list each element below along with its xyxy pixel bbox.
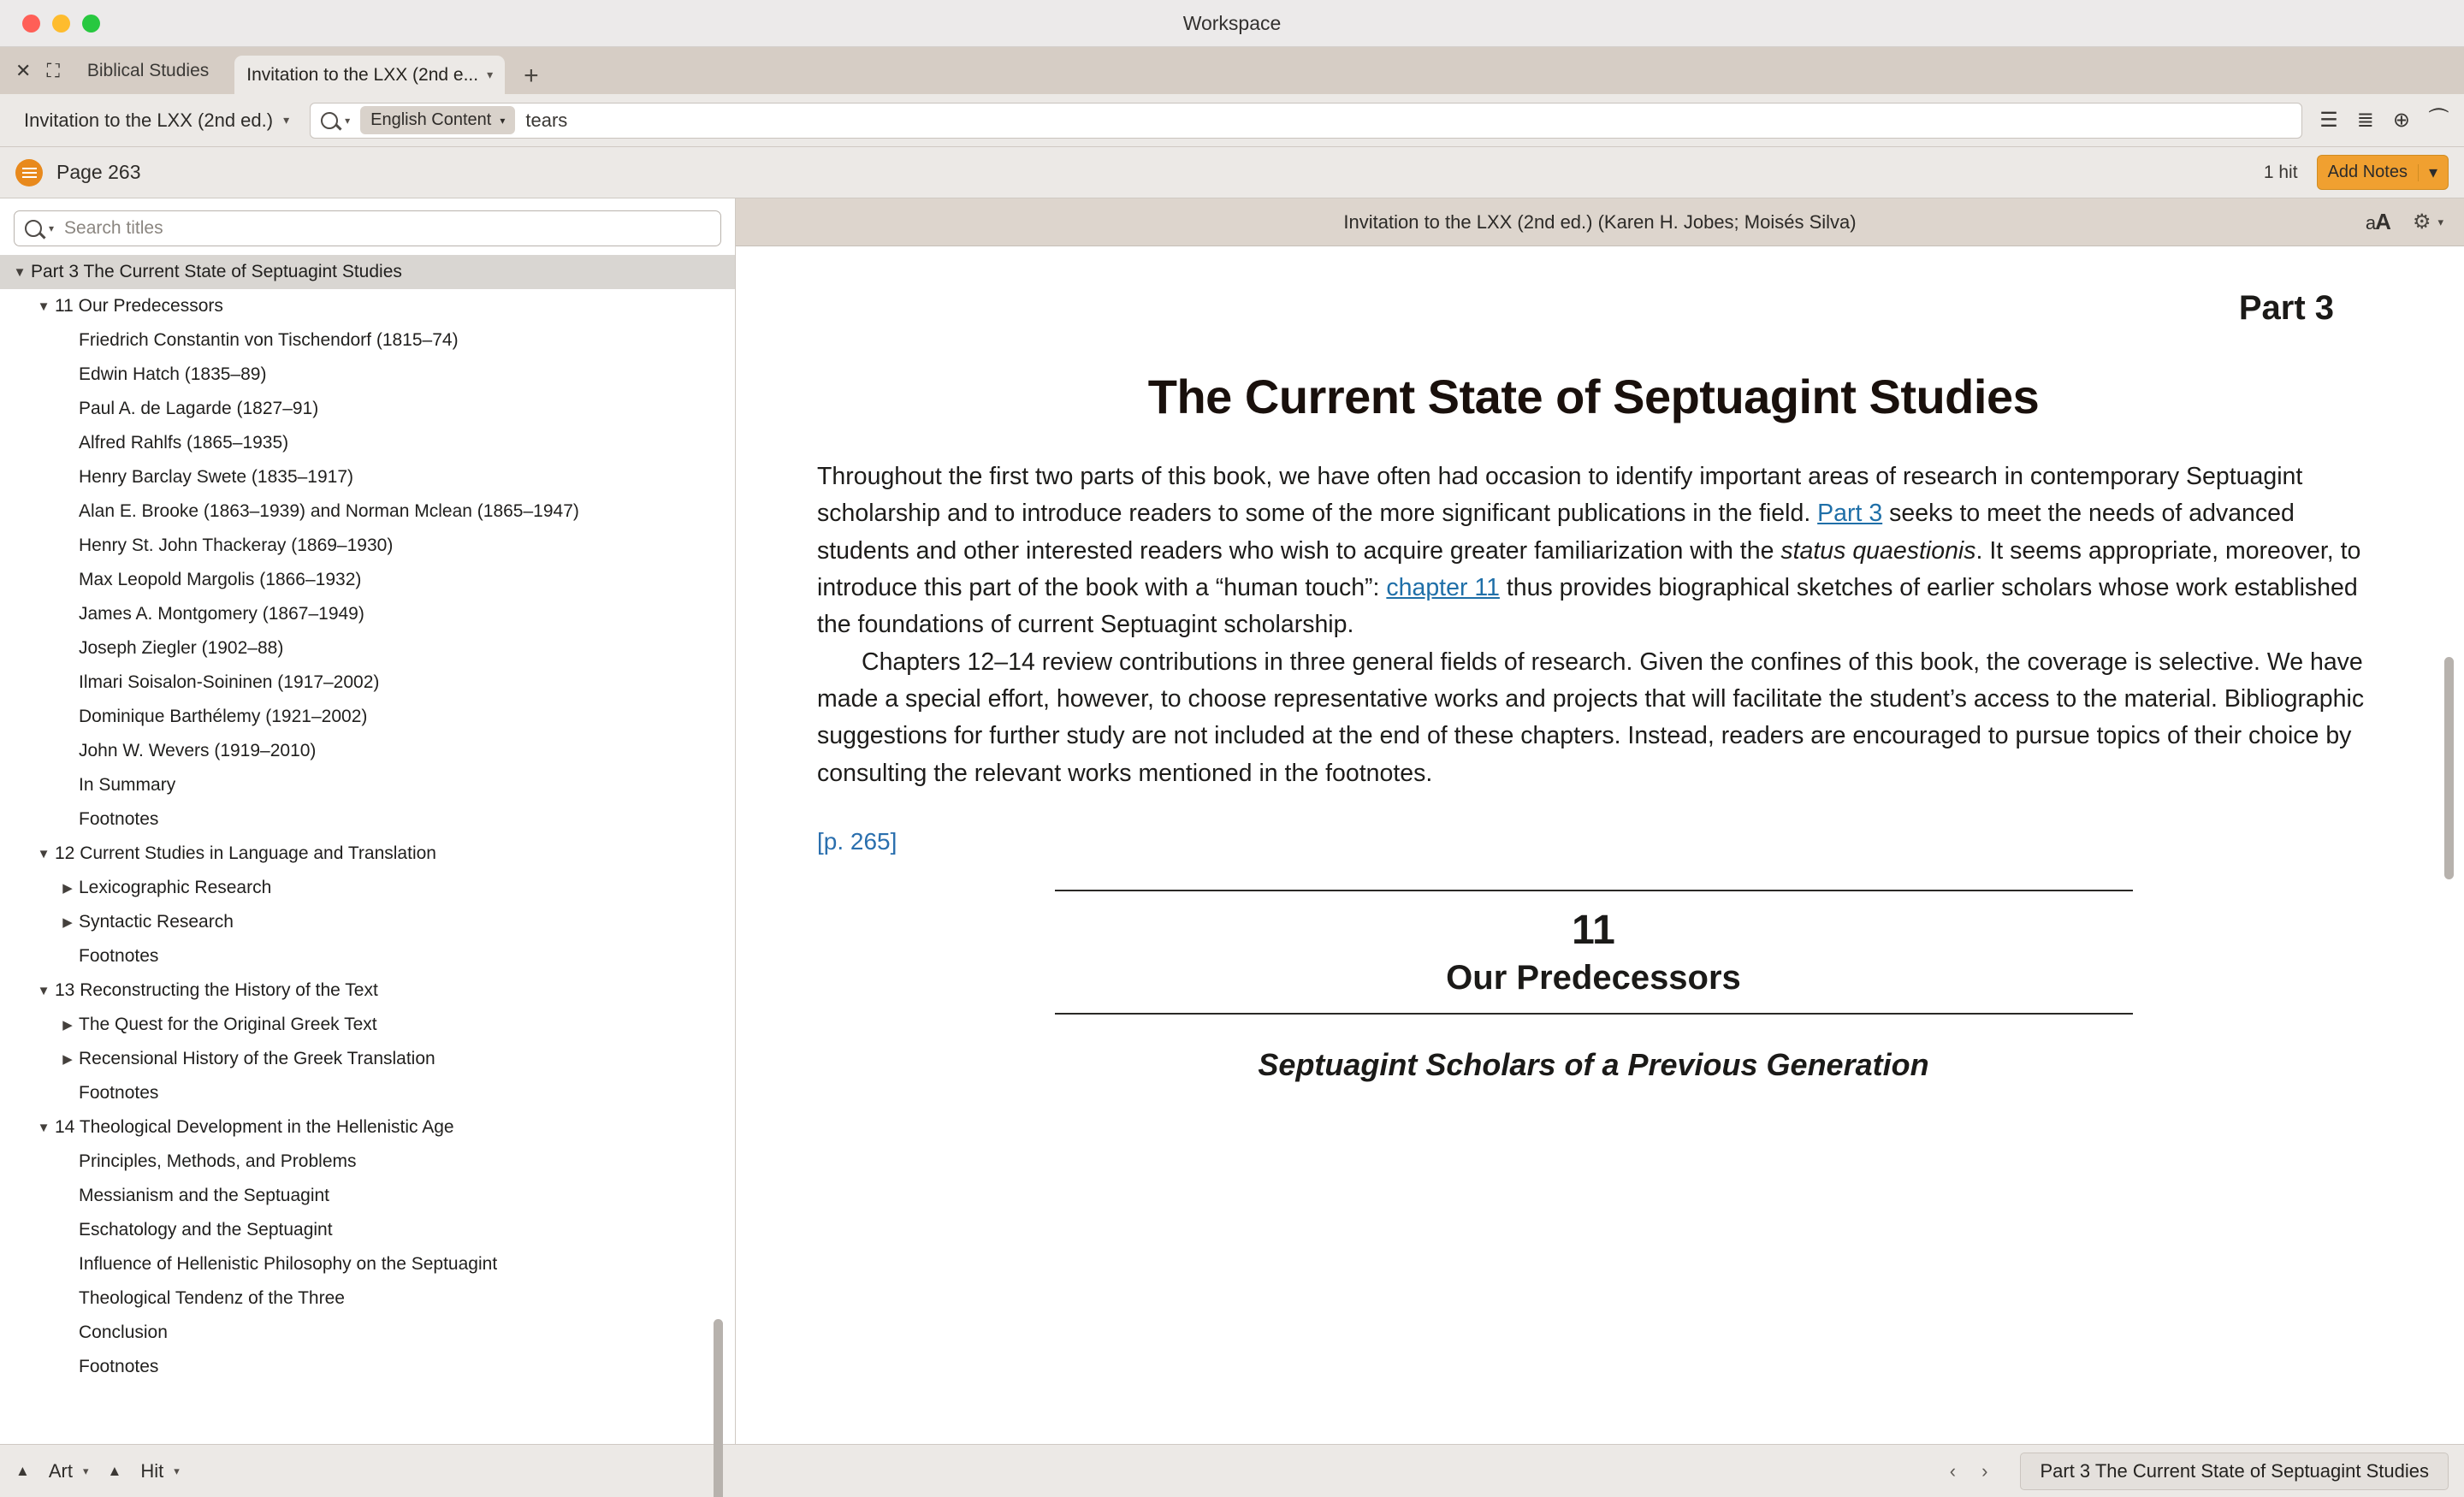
sidebar-scrollbar[interactable] <box>714 1319 723 1497</box>
tab-biblical-studies[interactable]: Biblical Studies <box>86 60 210 80</box>
chevron-up-icon[interactable]: ▲ <box>15 1462 30 1479</box>
previous-icon[interactable]: ‹ <box>1949 1459 1957 1482</box>
para1-text-a: Throughout the first two parts of this book, we have often had occasion to identify important areas of research in contemporary Septuagint scholarship and to introduce readers to some of the more significant publications in the field. <box>817 463 2303 528</box>
divider <box>1055 1013 2133 1015</box>
chevron-down-icon[interactable]: ▼ <box>37 299 50 314</box>
tree-item[interactable] <box>0 1042 735 1076</box>
tree-item-label: Principles, Methods, and Problems <box>79 1151 357 1171</box>
tree-item-label: John W. Wevers (1919–2010) <box>79 741 317 760</box>
chapter-heading-block <box>1055 890 2133 1015</box>
paragraph-1 <box>817 459 2370 644</box>
tree-item-label: Henry St. John Thackeray (1869–1930) <box>79 535 394 555</box>
tree-item-label: Eschatology and the Septuagint <box>79 1220 333 1240</box>
tree-item-label: Messianism and the Septuagint <box>79 1186 330 1205</box>
chevron-down-icon: ▾ <box>500 114 506 127</box>
chapter-name: Our Predecessors <box>1446 958 1741 997</box>
close-icon[interactable]: ✕ <box>15 59 32 81</box>
reader-header-controls <box>2366 209 2443 235</box>
tree-item-label: Theological Tendenz of the Three <box>79 1288 345 1308</box>
reader-content <box>736 246 2464 1444</box>
part-label: Part 3 <box>2238 289 2334 327</box>
search-titles-input[interactable] <box>14 210 721 246</box>
expand-icon[interactable]: ⛶ <box>46 59 60 81</box>
tab-bar-left-controls <box>0 47 234 94</box>
tree-item-label: 14 Theological Development in the Hellenistic Age <box>55 1117 454 1137</box>
tree-item-label: Friedrich Constantin von Tischendorf (1815–74) <box>79 330 459 350</box>
tree-item-label: In Summary <box>79 775 176 795</box>
tree-item[interactable] <box>0 323 735 358</box>
page-marker[interactable]: [p. 265] <box>817 827 897 855</box>
gear-icon[interactable]: ⚙ <box>2412 210 2431 234</box>
chevron-down-icon[interactable]: ▼ <box>37 846 50 861</box>
tree-item[interactable] <box>0 871 735 905</box>
tree-item[interactable] <box>0 1213 735 1247</box>
hit-count-label: 1 hit <box>2263 162 2298 182</box>
breadcrumb[interactable]: Part 3 The Current State of Septuagint Studies <box>2020 1453 2449 1490</box>
tree-item[interactable] <box>0 1316 735 1350</box>
tree-item[interactable] <box>0 529 735 563</box>
chevron-up-icon[interactable]: ▲ <box>107 1462 122 1479</box>
tree-item[interactable] <box>0 666 735 700</box>
divider <box>2418 164 2419 181</box>
contents-sidebar <box>0 198 736 1444</box>
new-tab-button[interactable]: + <box>524 62 539 90</box>
chapter-title: The Current State of Septuagint Studies <box>1147 370 2040 423</box>
tree-item[interactable] <box>0 973 735 1008</box>
tree-item[interactable] <box>0 426 735 460</box>
search-titles-placeholder: Search titles <box>64 218 163 238</box>
chapter-number: 11 <box>1572 907 1615 953</box>
section-heading: Septuagint Scholars of a Previous Generation <box>1258 1046 1929 1082</box>
list-indent-icon[interactable]: ≣ <box>2356 108 2374 132</box>
tree-item[interactable] <box>0 1350 735 1384</box>
tree-item[interactable] <box>0 392 735 426</box>
tree-item-label: Edwin Hatch (1835–89) <box>79 364 267 384</box>
tree-item[interactable] <box>0 1008 735 1042</box>
plus-circle-icon[interactable]: ⊕ <box>2392 108 2410 132</box>
chevron-right-icon[interactable]: ▶ <box>62 881 73 896</box>
chevron-right-icon[interactable]: ▶ <box>62 915 73 930</box>
list-lines-icon[interactable]: ☰ <box>2319 108 2338 132</box>
tree-item-label: Footnotes <box>79 1357 159 1376</box>
tree-item-label: Joseph Ziegler (1902–88) <box>79 638 284 658</box>
status-item-art-label: Art <box>48 1459 73 1482</box>
sidebar-search-area <box>0 198 735 255</box>
tree-item-label: Dominique Barthélemy (1921–2002) <box>79 707 368 726</box>
search-scope-label: English Content <box>370 110 492 129</box>
chevron-down-icon[interactable]: ▾ <box>49 222 55 234</box>
tree-item[interactable] <box>0 494 735 529</box>
tree-item[interactable] <box>0 939 735 973</box>
status-item-art[interactable] <box>38 1460 99 1482</box>
main-area <box>0 198 2464 1444</box>
tree-item-label: Lexicographic Research <box>79 878 272 897</box>
chevron-down-icon: ▾ <box>174 1464 180 1477</box>
tree-item[interactable] <box>0 1247 735 1281</box>
search-toolbar <box>0 94 2464 147</box>
chevron-down-icon[interactable]: ▾ <box>487 68 494 81</box>
book-selector-label: Invitation to the LXX (2nd ed.) <box>24 109 274 131</box>
tree-item-label: 12 Current Studies in Language and Translation <box>55 843 436 863</box>
tree-item[interactable] <box>0 255 735 289</box>
paragraph-2: Chapters 12–14 review contributions in three general fields of research. Given the confines of this book, the coverage is selective. We have made a special effort, however, to choose representative works and projects that will facilitate the student’s access to the material. Bibliographic suggestions for further study are not included at the end of these chapters. Instead, readers are encouraged to pursue topics of their choice by consulting the relevant works mentioned in the footnotes. <box>817 648 2365 787</box>
tree-item-label: Ilmari Soisalon-Soininen (1917–2002) <box>79 672 380 692</box>
tree-item[interactable] <box>0 597 735 631</box>
tree-item[interactable] <box>0 631 735 666</box>
link-part-3[interactable]: Part 3 <box>1817 500 1883 528</box>
status-item-hit[interactable] <box>130 1460 189 1482</box>
reader-scrollbar[interactable] <box>2444 657 2454 879</box>
tree-item-label: James A. Montgomery (1867–1949) <box>79 604 364 624</box>
chevron-down-icon[interactable]: ▼ <box>13 264 27 280</box>
para1-text-d: thus provides biographical sketches of earlier scholars whose work established the foundations of current Septuagint scholarship. <box>817 573 2358 639</box>
title-bar <box>0 0 2464 47</box>
tab-bar <box>0 47 2464 94</box>
tree-item[interactable] <box>0 802 735 837</box>
tree-item[interactable] <box>0 1179 735 1213</box>
tree-item-label: Syntactic Research <box>79 912 234 932</box>
search-icon <box>25 220 42 237</box>
reader-title: Invitation to the LXX (2nd ed.) (Karen H. Jobes; Moisés Silva) <box>1343 210 1857 233</box>
search-input[interactable] <box>310 103 2302 139</box>
search-scope-chip[interactable] <box>360 106 515 134</box>
tree-item[interactable] <box>0 905 735 939</box>
chevron-down-icon[interactable]: ▾ <box>345 114 351 127</box>
navigation-arrows <box>1950 1460 1988 1482</box>
add-notes-label: Add Notes <box>2327 163 2408 181</box>
status-bar <box>0 1444 2464 1497</box>
tree-item[interactable] <box>0 563 735 597</box>
tree-item-label: Footnotes <box>79 809 159 829</box>
contents-icon[interactable] <box>15 159 43 186</box>
tree-item[interactable] <box>0 1145 735 1179</box>
page-toolbar <box>0 147 2464 198</box>
para1-text-c: . It seems appropriate, moreover, to introduce this part of the book with a “human touch”: <box>817 536 2361 601</box>
tree-item-label: Conclusion <box>79 1322 168 1342</box>
tree-item[interactable] <box>0 837 735 871</box>
tree-item-label: Alan E. Brooke (1863–1939) and Norman Mclean (1865–1947) <box>79 501 579 521</box>
tree-item[interactable] <box>0 768 735 802</box>
chevron-down-icon[interactable]: ▾ <box>2437 215 2443 228</box>
next-icon[interactable]: › <box>1981 1459 1988 1482</box>
tree-item-label: Recensional History of the Greek Translation <box>79 1049 435 1068</box>
chevron-right-icon[interactable]: ▶ <box>62 1052 73 1067</box>
search-icon <box>321 112 338 129</box>
font-size-icon[interactable]: aA <box>2365 209 2390 234</box>
chevron-right-icon[interactable]: ▶ <box>62 1018 73 1033</box>
toolbar-right-icons <box>2314 110 2449 131</box>
tree-item-label: Henry Barclay Swete (1835–1917) <box>79 467 354 487</box>
page-number-label[interactable]: Page 263 <box>56 161 141 183</box>
add-notes-button[interactable] <box>2317 155 2449 190</box>
para1-italic: status quaestionis <box>1780 536 1976 565</box>
tree-item[interactable] <box>0 1110 735 1145</box>
tree-item[interactable] <box>0 289 735 323</box>
chevron-down-icon[interactable]: ▾ <box>2428 163 2437 182</box>
reader-header <box>736 198 2464 246</box>
search-term-text: tears <box>525 109 568 131</box>
book-selector[interactable] <box>15 106 298 135</box>
window-title: Workspace <box>1182 11 1282 34</box>
tree-item[interactable] <box>0 358 735 392</box>
tab-label: Invitation to the LXX (2nd e... <box>246 64 479 85</box>
tab-invitation-to-the-lxx[interactable] <box>234 56 505 94</box>
tree-item[interactable] <box>0 1281 735 1316</box>
chevron-down-icon[interactable]: ▼ <box>37 983 50 998</box>
tree-item-label: Part 3 The Current State of Septuagint Studies <box>31 262 402 281</box>
tree-item[interactable] <box>0 460 735 494</box>
library-icon[interactable]: ⏜ <box>2428 108 2449 132</box>
link-chapter-11[interactable]: chapter 11 <box>1386 573 1500 601</box>
tree-item[interactable] <box>0 734 735 768</box>
tree-item-label: Max Leopold Margolis (1866–1932) <box>79 570 362 589</box>
tree-item[interactable] <box>0 1076 735 1110</box>
status-item-hit-label: Hit <box>140 1459 164 1482</box>
tree-item-label: Influence of Hellenistic Philosophy on the Septuagint <box>79 1254 498 1274</box>
tree-item-label: Alfred Rahlfs (1865–1935) <box>79 433 289 453</box>
tree-item-label: 13 Reconstructing the History of the Text <box>55 980 378 1000</box>
chevron-down-icon[interactable]: ▼ <box>37 1120 50 1135</box>
chevron-down-icon: ▾ <box>82 1464 89 1477</box>
tree-item[interactable] <box>0 700 735 734</box>
tree-item-label: Footnotes <box>79 1083 159 1103</box>
contents-tree[interactable] <box>0 255 735 1444</box>
tree-item-label: Paul A. de Lagarde (1827–91) <box>79 399 319 418</box>
tree-item-label: Footnotes <box>79 946 159 966</box>
tree-item-label: 11 Our Predecessors <box>55 296 223 316</box>
para1-text-b: seeks to meet the needs of advanced students and other interested readers who wish to acquire greater familiarization with the <box>817 500 2295 565</box>
tree-item-label: The Quest for the Original Greek Text <box>79 1015 377 1034</box>
reader-pane <box>736 198 2464 1444</box>
chevron-down-icon: ▾ <box>283 113 290 127</box>
